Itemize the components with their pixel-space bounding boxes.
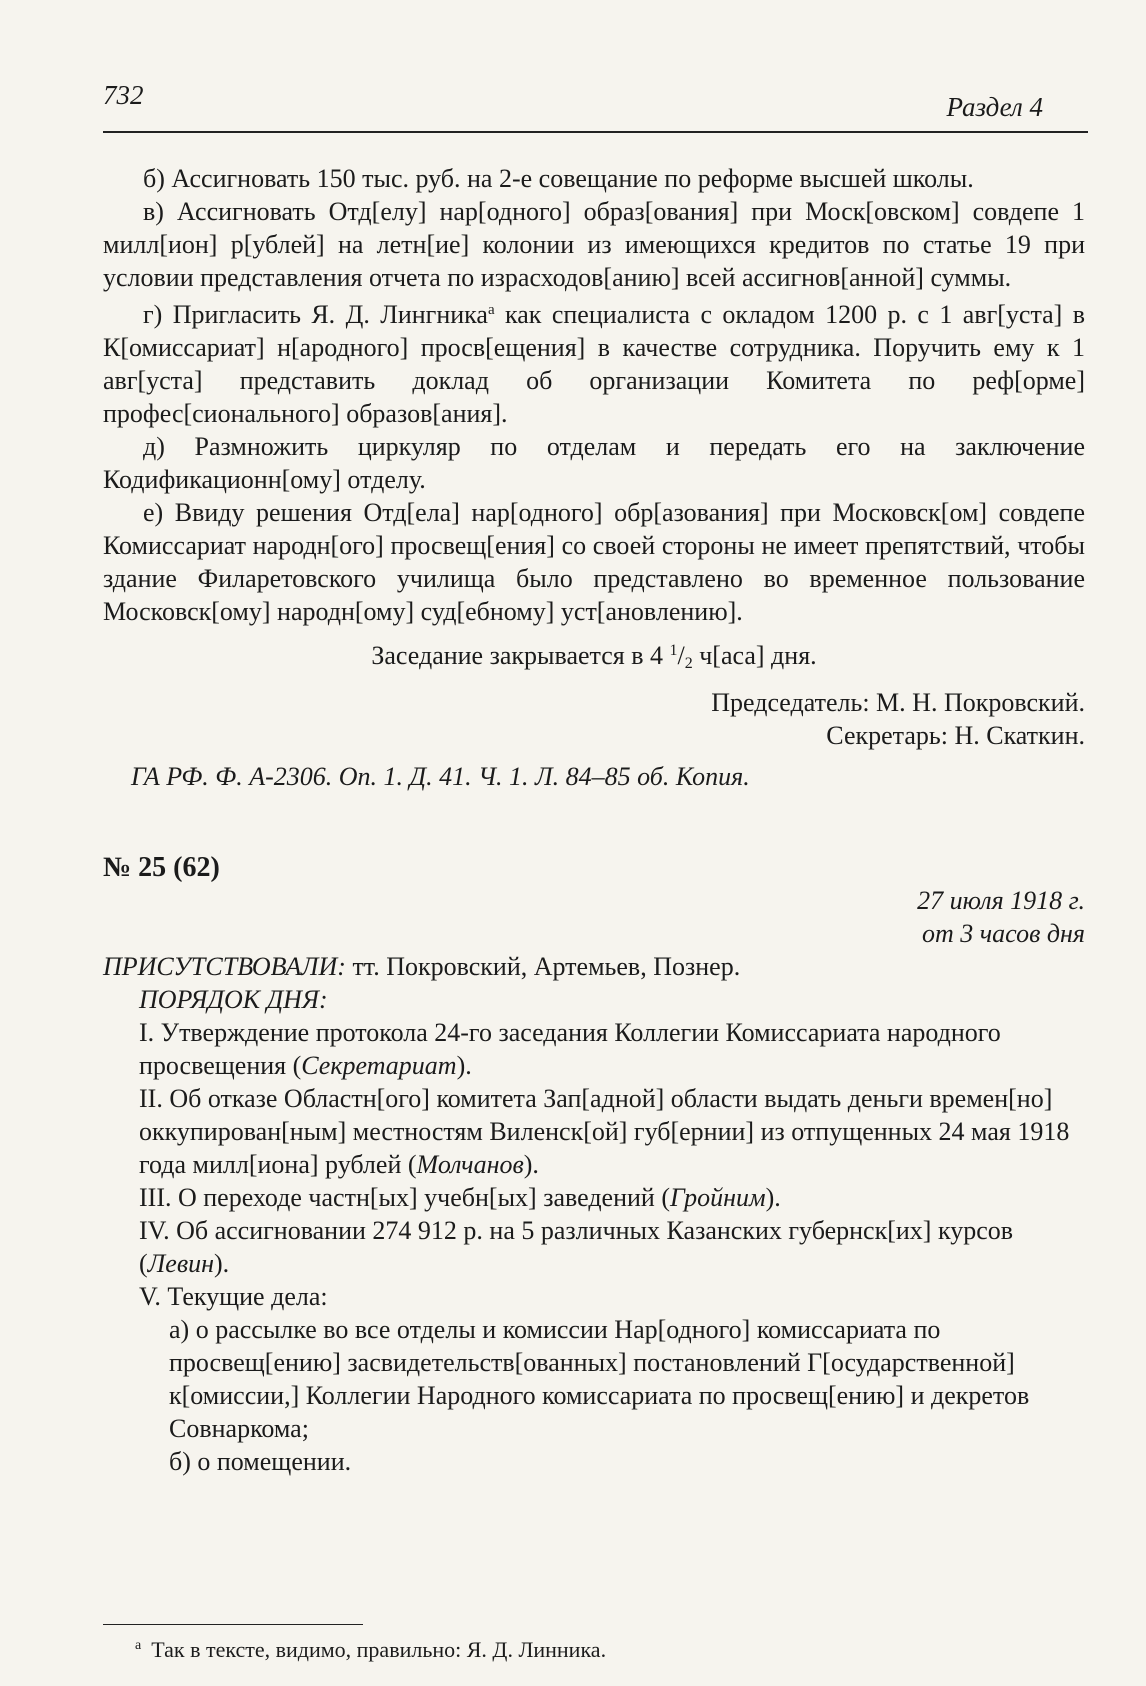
signature-secretary: Секретарь: Н. Скаткин. — [826, 721, 1085, 750]
footnote-mark: а — [135, 1638, 142, 1653]
attendees-label: ПРИСУТСТВОВАЛИ: — [103, 952, 346, 981]
current-item-b: б) о помещении. — [169, 1447, 352, 1476]
document-number: № 25 (62) — [103, 852, 220, 883]
attendees — [103, 950, 1085, 983]
signature-chair: Председатель: М. Н. Покровский. — [711, 688, 1085, 717]
footnote-rule — [103, 1624, 363, 1625]
closing-line: Заседание закрывается в 4 $^1$/2 ч[аса] дня. — [371, 641, 817, 672]
running-header — [103, 80, 1043, 132]
footnote-ref[interactable]: а — [487, 302, 495, 318]
current-item-a: а) о рассылке во все отделы и комиссии Нар[одного] комиссариата по просвещ[ению] засвидетельств[ованных] постановлений Г[осударственной] к[омиссии,] Коллегии Народного комиссариата по просвещ[ению] и декретов Совнаркома; — [169, 1315, 1030, 1443]
item-v: в) Ассигновать Отд[елу] нар[одного] образ[ования] при Моск[овском] совдепе 1 милл[ион] р[ублей] на летн[ие] колонии из имеющихся кредитов по статье 19 при условии представления отчета по израсходов[анию] всей ассигнов[анной] суммы. — [103, 197, 1085, 292]
document-time: от 3 часов дня — [922, 919, 1085, 948]
header-rule — [103, 131, 1088, 133]
item-g-text-cont: как специалиста с окладом 1200 р. с 1 авг[уста] в К[омиссариат] н[ародного] просв[ещения] в качестве сотрудника. Поручить ему к 1 авг[уста] представить доклад об организации Комитета по реф[орме] профес[сионального] образов[ания]. — [103, 300, 1085, 428]
agenda-item: II. Об отказе Областн[ого] комитета Зап[адной] области выдать деньги времен[но] оккупирован[ным] местностям Виленск[ой] губ[ернии] из отпущенных 24 мая 1918 года милл[иона] рублей (Молчанов). — [139, 1084, 1070, 1179]
agenda-item-current: V. Текущие дела: — [139, 1282, 328, 1311]
agenda-item: IV. Об ассигновании 274 912 р. на 5 различных Казанских губернск[их] курсов (Левин). — [139, 1216, 1014, 1278]
item-e: е) Ввиду решения Отд[ела] нар[одного] обр[азования] при Московск[ом] совдепе Комиссариат народн[ого] просвещ[ения] со своей стороны не имеет препятствий, чтобы здание Филаретовского училища было представлено во временное пользование Московск[ому] народн[ому] суд[ебному] уст[ановлению]. — [103, 498, 1085, 626]
page-number: 732 — [103, 80, 144, 110]
archive-reference: ГА РФ. Ф. А-2306. Оп. 1. Д. 41. Ч. 1. Л. 84–85 об. Копия. — [131, 762, 750, 791]
attendees-names: тт. Покровский, Артемьев, Познер. — [345, 952, 741, 981]
item-d: д) Размножить циркуляр по отделам и передать его на заключение Кодификационн[ому] отделу. — [103, 432, 1085, 494]
item-g-text: г) Пригласить Я. Д. Лингника — [143, 300, 488, 329]
item-b: б) Ассигновать 150 тыс. руб. на 2-е совещание по реформе высшей школы. — [143, 164, 974, 193]
page-body — [103, 162, 1085, 1478]
item-g — [103, 294, 1085, 430]
footnote-text: Так в тексте, видимо, правильно: Я. Д. Линника. — [151, 1637, 607, 1662]
agenda-item: III. О переходе частн[ых] учебн[ых] заведений (Гройним). — [139, 1183, 781, 1212]
section-title: Раздел 4 — [946, 92, 1043, 122]
footnote — [135, 1632, 606, 1664]
agenda-title: ПОРЯДОК ДНЯ: — [139, 985, 328, 1014]
agenda — [103, 983, 1085, 1478]
document-date: 27 июля 1918 г. — [917, 886, 1085, 915]
agenda-item: I. Утверждение протокола 24-го заседания Коллегии Комиссариата народного просвещения (Секретариат). — [139, 1018, 1001, 1080]
